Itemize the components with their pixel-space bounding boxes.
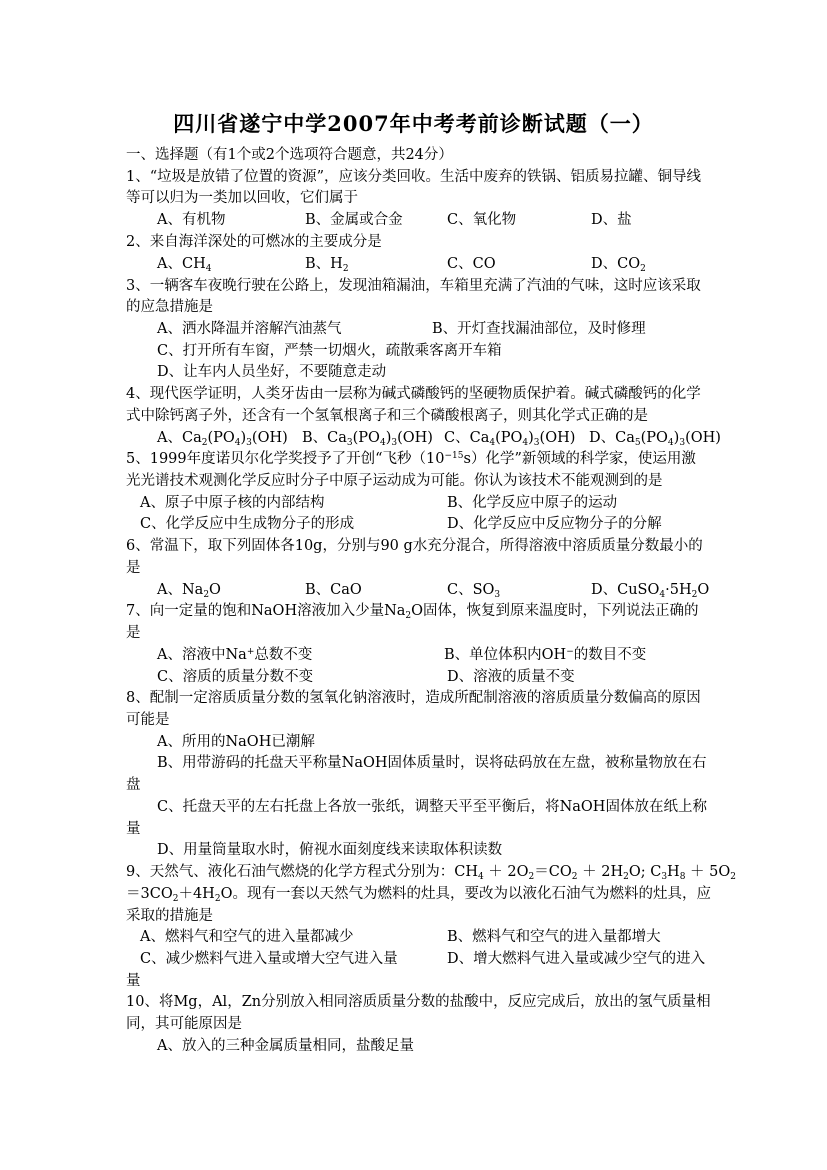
q9-option-d-line2: 量	[126, 973, 141, 989]
q9-option-c: C、减少燃料气进入量或增大空气进入量	[140, 951, 398, 967]
q7-option-a: A、溶液中Na+总数不变	[157, 647, 313, 663]
q8-option-b-line2: 盘	[126, 777, 141, 793]
q10-stem-line2: 同，其可能原因是	[126, 1016, 242, 1032]
q4-option-d: D、$Ca_5(PO_4)_3(OH)$	[589, 430, 721, 448]
q9-option-b: B、燃料气和空气的进入量都增大	[447, 929, 661, 945]
q3-option-c: C、打开所有车窗，严禁一切烟火，疏散乘客离开车箱	[157, 343, 502, 359]
q8-option-a: A、所用的NaOH已潮解	[157, 734, 315, 750]
q1-stem-line2: 等可以归为一类加以回收，它们属于	[126, 190, 358, 206]
section-heading: 一、选择题（有1个或2个选项符合题意，共24分）	[126, 147, 453, 163]
q2-option-c: C、CO	[447, 256, 496, 272]
q3-stem-line1: 3、一辆客车夜晚行驶在公路上，发现油箱漏油，车箱里充满了汽油的气味，这时应该采取	[126, 278, 701, 294]
q2-option-a: A、$CH_4$	[157, 256, 212, 274]
page-title: 四川省遂宁中学2007年中考考前诊断试题（一）	[173, 111, 654, 136]
q7-stem-line2: 是	[126, 625, 141, 641]
q7-stem-line1: 7、向一定量的饱和NaOH溶液加入少量$Na_2O$固体，恢复到原来温度时，下列说法正确的	[126, 603, 699, 621]
q4-option-a: A、$Ca_2(PO_4)_3(OH)$	[157, 430, 288, 448]
q1-stem-line1: 1、“垃圾是放错了位置的资源”，应该分类回收。生活中废弃的铁锅、铝质易拉罐、铜导线	[126, 169, 702, 185]
q1-option-a: A、有机物	[157, 212, 226, 228]
q4-stem-line2: 式中除钙离子外，还含有一个氢氧根离子和三个磷酸根离子，则其化学式正确的是	[126, 408, 648, 424]
q9-stem-line2: $=3CO_2+4H_2O$。现有一套以天然气为燃料的灶具，要改为以液化石油气为燃料的灶具，应	[126, 886, 711, 904]
q1-option-d: D、盐	[591, 212, 632, 228]
q8-option-d: D、用量筒量取水时，俯视水面刻度线来读取体积读数	[157, 842, 503, 858]
q5-option-c: C、化学反应中生成物分子的形成	[140, 516, 355, 532]
q10-stem-line1: 10、将Mg，Al，Zn分别放入相同溶质质量分数的盐酸中，反应完成后，放出的氢气质量相	[126, 994, 711, 1010]
q2-option-d: D、$CO_2$	[591, 256, 646, 274]
q8-option-b-line1: B、用带游码的托盘天平称量NaOH固体质量时，误将砝码放在左盘，被称量物放在右	[157, 755, 707, 771]
q6-option-b: B、CaO	[305, 582, 362, 598]
q1-option-b: B、金属或合金	[305, 212, 403, 228]
q6-option-d: D、$CuSO_4\cdot 5H_2O$	[591, 582, 710, 600]
q5-stem-line1: 5、1999年度诺贝尔化学奖授予了开创“飞秒$(10^{-15}s)$化学”新领域的科学家，使运用激	[126, 451, 696, 467]
q3-option-d: D、让车内人员坐好，不要随意走动	[157, 364, 387, 380]
q4-stem-line1: 4、现代医学证明，人类牙齿由一层称为碱式磷酸钙的坚硬物质保护着。碱式磷酸钙的化学	[126, 386, 701, 402]
q3-option-b: B、开灯查找漏油部位，及时修理	[432, 321, 646, 337]
q4-option-b: B、$Ca_3(PO_4)_3(OH)$	[302, 430, 433, 448]
q5-option-a: A、原子中原子核的内部结构	[140, 495, 325, 511]
q6-stem-line2: 是	[126, 560, 141, 576]
q9-stem-line3: 采取的措施是	[126, 908, 213, 924]
q4-option-c: C、$Ca_4(PO_4)_3(OH)$	[444, 430, 576, 448]
q1-option-c: C、氧化物	[447, 212, 517, 228]
q7-option-b: B、单位体积内OH−的数目不变	[444, 647, 647, 663]
q6-option-c: C、$SO_3$	[447, 582, 501, 600]
q8-stem-line2: 可能是	[126, 712, 170, 728]
q2-stem: 2、来自海洋深处的可燃冰的主要成分是	[126, 234, 382, 250]
q5-option-d: D、化学反应中反应物分子的分解	[447, 516, 662, 532]
q2-option-b: B、$H_2$	[305, 256, 349, 274]
q10-option-a: A、放入的三种金属质量相同，盐酸足量	[157, 1038, 414, 1054]
q8-stem-line1: 8、配制一定溶质质量分数的氢氧化钠溶液时，造成所配制溶液的溶质质量分数偏高的原因	[126, 690, 701, 706]
q9-stem-line1: 9、天然气、液化石油气燃烧的化学方程式分别为：$CH_4 + 2O_2=CO_2 + 2H_2O$; $C_3H_8 + 5O_2$	[126, 864, 737, 882]
q6-stem-line1: 6、常温下，取下列固体各10g，分别与90 g水充分混合，所得溶液中溶质质量分数最小的	[126, 538, 703, 554]
q9-option-d-line1: D、增大燃料气进入量或减少空气的进入	[447, 951, 706, 967]
q3-option-a: A、洒水降温并溶解汽油蒸气	[157, 321, 342, 337]
q8-option-c-line2: 量	[126, 821, 141, 837]
q5-stem-line2: 光光谱技术观测化学反应时分子中原子运动成为可能。你认为该技术不能观测到的是	[126, 473, 663, 489]
q5-option-b: B、化学反应中原子的运动	[447, 495, 618, 511]
q9-option-a: A、燃料气和空气的进入量都减少	[140, 929, 354, 945]
q8-option-c-line1: C、托盘天平的左右托盘上各放一张纸，调整天平至平衡后，将NaOH固体放在纸上称	[157, 799, 707, 815]
q7-option-c: C、溶质的质量分数不变	[157, 669, 314, 685]
q3-stem-line2: 的应急措施是	[126, 299, 213, 315]
q6-option-a: A、$Na_2O$	[157, 582, 221, 600]
q7-option-d: D、溶液的质量不变	[447, 669, 575, 685]
